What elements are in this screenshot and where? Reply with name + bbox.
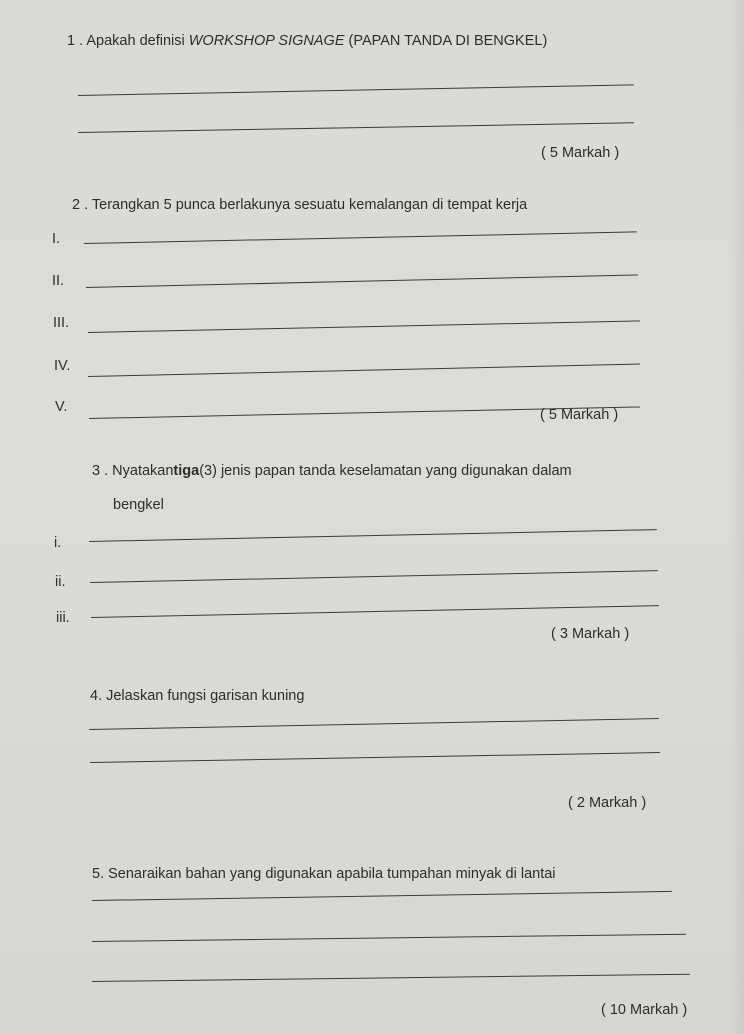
question-5-marks: ( 10 Markah )	[601, 1002, 688, 1018]
question-1-marks: ( 5 Markah )	[541, 145, 620, 161]
question-5: 5. Senaraikan bahan yang digunakan apabila tumpahan minyak di lantai	[92, 866, 556, 882]
question-3-marks: ( 3 Markah )	[551, 626, 630, 642]
answer-line	[78, 84, 634, 96]
page-edge-shadow	[730, 0, 744, 1034]
answer-line	[86, 274, 638, 288]
question-3-item-label: iii.	[56, 610, 70, 626]
question-4-marks: ( 2 Markah )	[568, 795, 647, 811]
question-2-item-label: III.	[53, 315, 70, 331]
question-2	[72, 196, 527, 214]
question-2-item-label: I.	[52, 231, 61, 247]
question-3-text-before: Nyatakan	[112, 463, 174, 479]
question-3-emphasis: tiga	[173, 463, 200, 479]
question-1-text-before: Apakah definisi	[86, 33, 185, 49]
question-1-text-after: (PAPAN TANDA DI BENGKEL)	[348, 33, 548, 49]
answer-line	[88, 320, 640, 333]
answer-line	[92, 974, 690, 982]
question-3-text-after: (3) jenis papan tanda keselamatan yang digunakan dalam	[199, 463, 572, 479]
answer-line	[92, 891, 672, 901]
answer-line	[90, 752, 660, 763]
question-2-text: Terangkan 5 punca berlakunya sesuatu kemalangan di tempat kerja	[91, 197, 528, 213]
question-1	[67, 32, 547, 50]
answer-line	[90, 570, 658, 583]
question-2-item-label: IV.	[54, 358, 71, 374]
answer-line	[89, 529, 657, 542]
question-3-line-2: bengkel	[113, 497, 164, 513]
question-2-number: 2 .	[72, 197, 89, 213]
question-3-item-label: i.	[54, 535, 62, 551]
question-2-marks: ( 5 Markah )	[540, 407, 619, 423]
answer-line	[92, 934, 686, 942]
question-4: 4. Jelaskan fungsi garisan kuning	[90, 688, 305, 704]
question-2-item-label: II.	[52, 273, 65, 289]
answer-line	[78, 122, 634, 133]
question-2-item-label: V.	[55, 399, 68, 415]
answer-line	[88, 363, 640, 377]
question-3-item-label: ii.	[55, 574, 66, 590]
question-3	[92, 462, 572, 480]
answer-line	[91, 605, 659, 618]
answer-line	[84, 231, 637, 244]
answer-line	[89, 718, 659, 730]
question-1-number: 1 .	[67, 33, 84, 49]
question-3-number: 3 .	[92, 463, 109, 479]
question-1-term: WORKSHOP SIGNAGE	[188, 33, 345, 49]
